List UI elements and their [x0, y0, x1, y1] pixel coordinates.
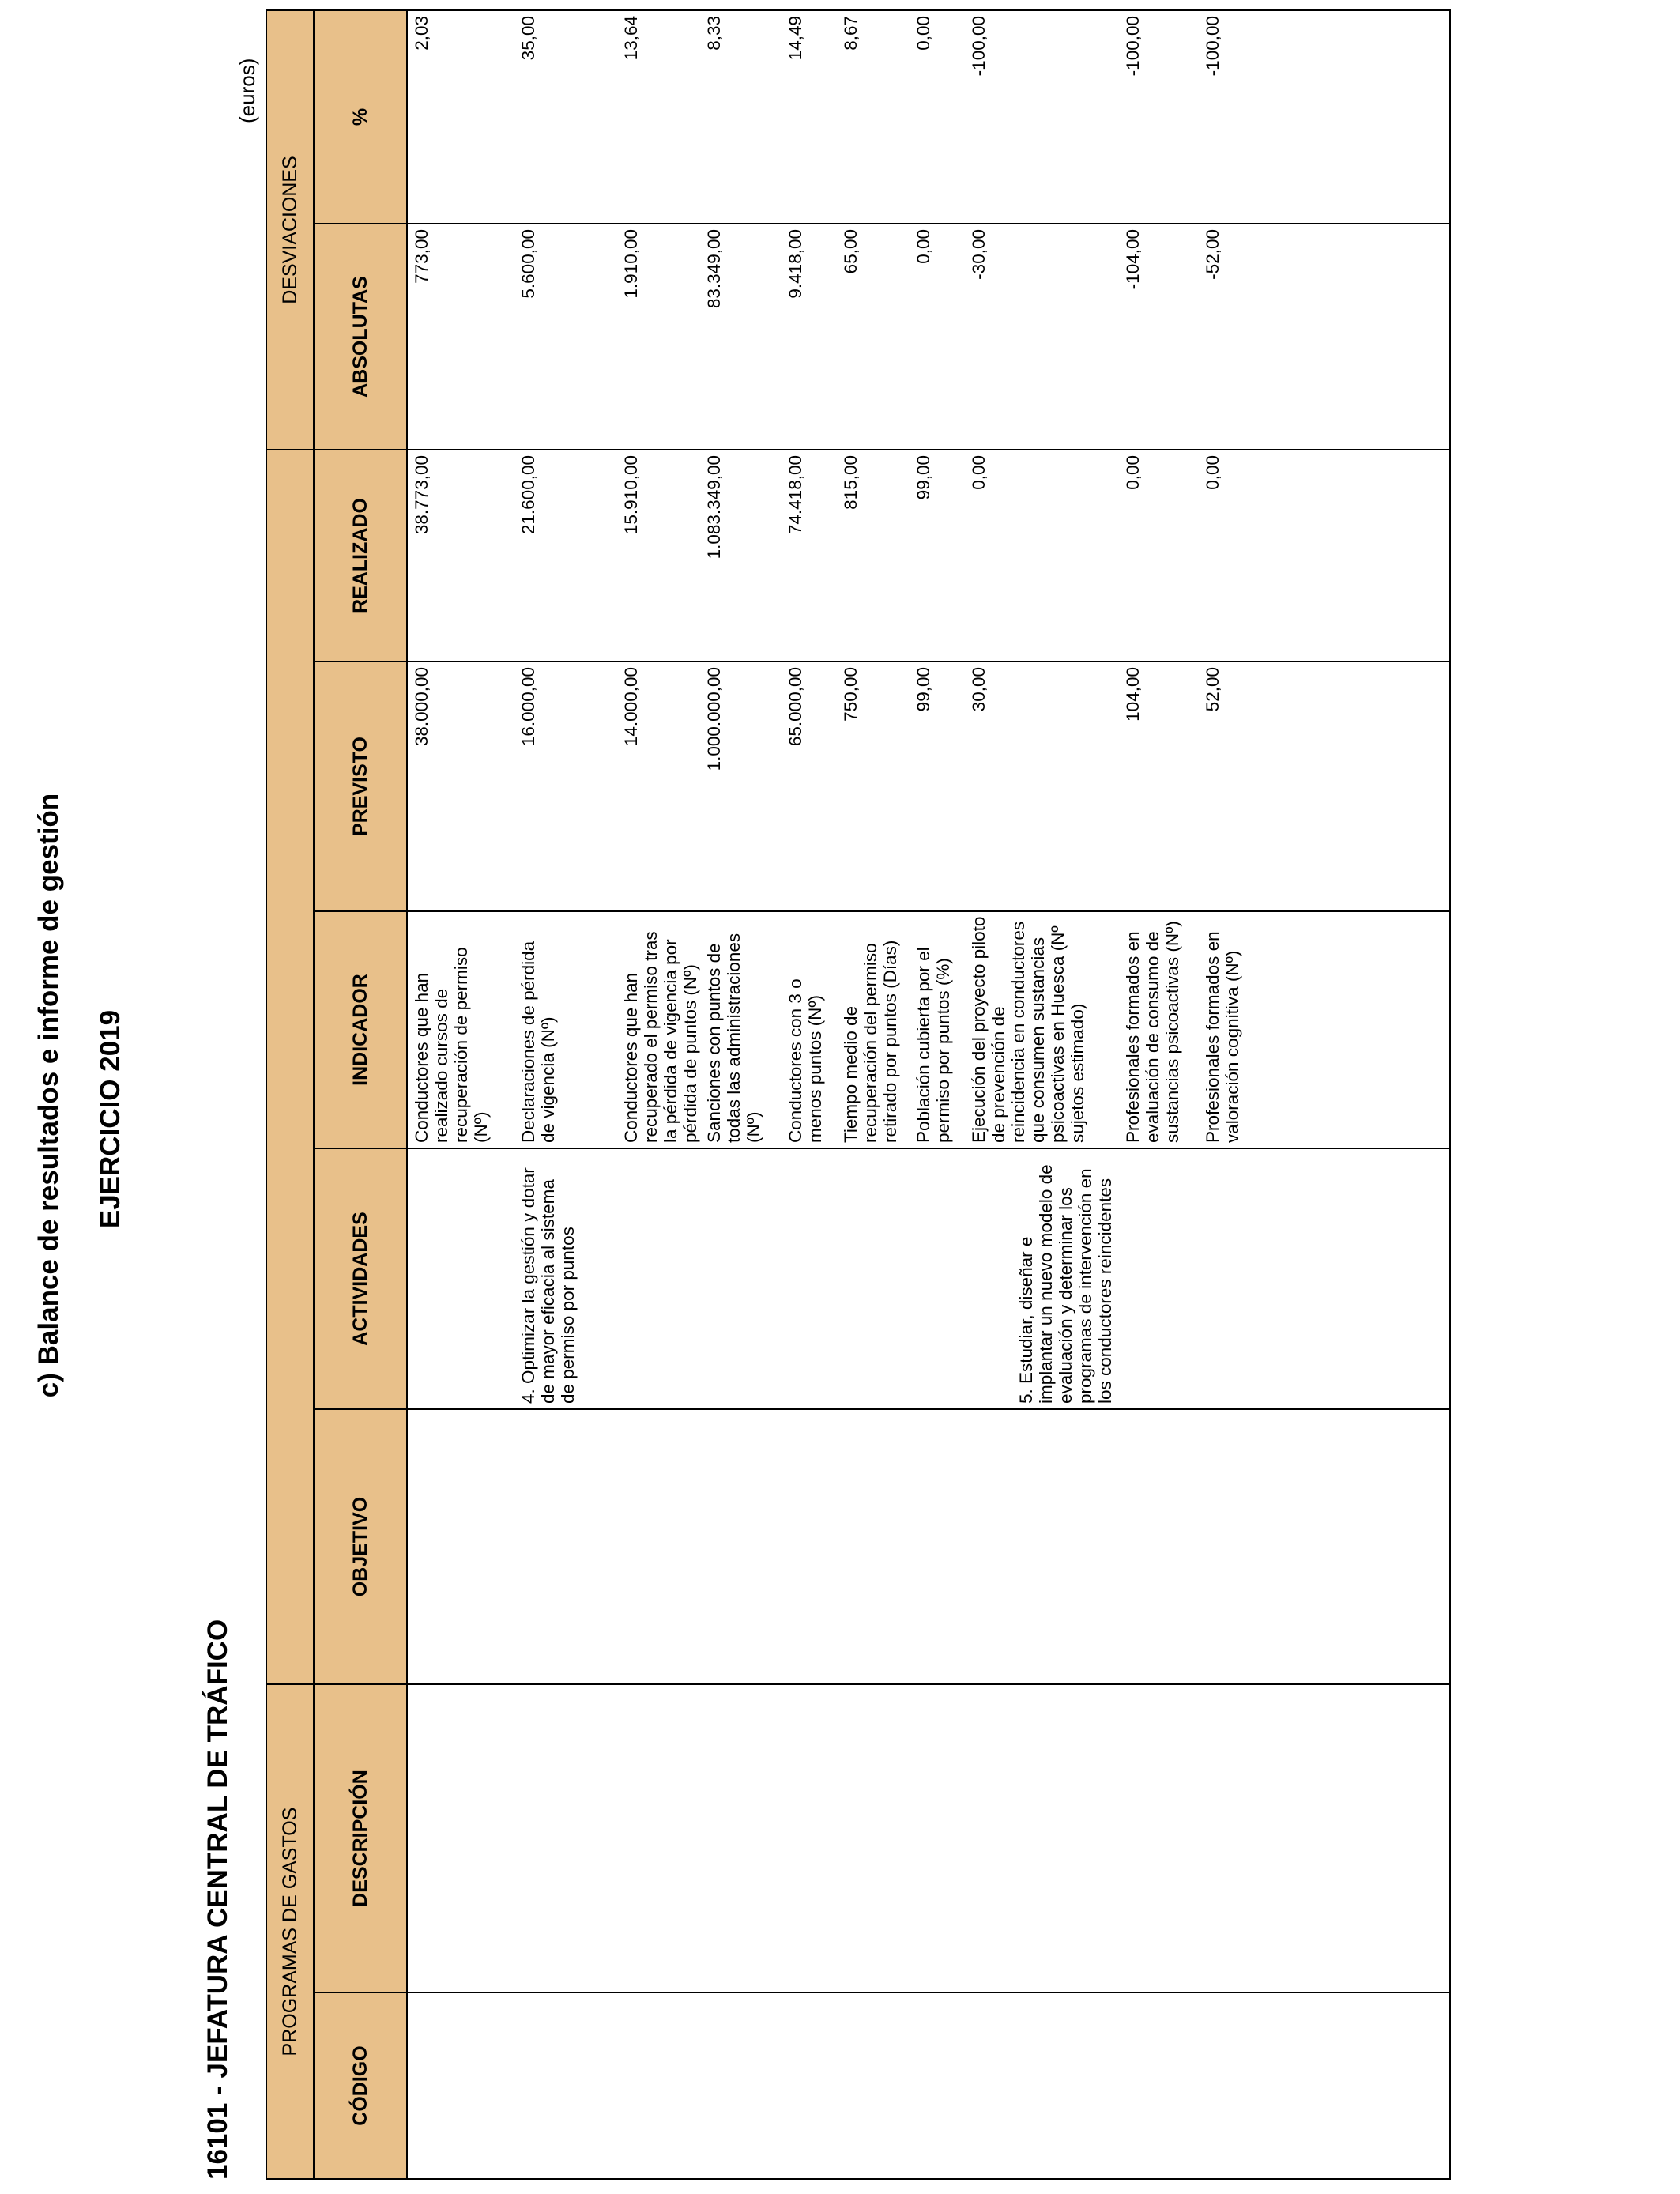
indicator-7: Población cubierta por el permiso por puntos (%)	[913, 947, 953, 1143]
indicator-6: Tiempo medio de recuperación del permiso retirado por puntos (Días)	[841, 940, 900, 1143]
indicator-3: Conductores que han recuperado el permiso tras la pérdida de vigencia por pérdida de puntos (Nº)	[621, 931, 700, 1143]
indicador-group-spacer	[266, 911, 314, 1148]
realizado-group-spacer	[266, 450, 314, 662]
col-realizado: REALIZADO	[314, 450, 407, 662]
previsto-10: 52,00	[1203, 667, 1222, 712]
cell-porcentaje	[407, 10, 1450, 224]
porcentaje-6: 8,67	[841, 16, 861, 51]
table-body-row	[407, 10, 1450, 2179]
previsto-4: 1.000.000,00	[704, 667, 724, 771]
absolutas-7: 0,00	[913, 229, 933, 264]
absolutas-9: -104,00	[1123, 229, 1143, 290]
cell-objetivo	[407, 1409, 1450, 1684]
previsto-6: 750,00	[841, 667, 861, 722]
activity-5: 5. Estudiar, diseñar e implantar un nuevo modelo de evaluación y determinar los programas de intervención en los conductores reincidentes	[1016, 1164, 1115, 1404]
absolutas-5: 9.418,00	[785, 229, 805, 299]
previsto-5: 65.000,00	[785, 667, 805, 747]
absolutas-8: -30,00	[969, 229, 989, 280]
actividades-group-spacer	[266, 1148, 314, 1409]
previsto-9: 104,00	[1123, 667, 1143, 722]
porcentaje-1: 2,03	[412, 16, 431, 51]
realizado-10: 0,00	[1203, 455, 1222, 490]
realizado-9: 0,00	[1123, 455, 1143, 490]
cell-codigo	[407, 1992, 1450, 2179]
porcentaje-8: -100,00	[969, 16, 989, 77]
indicator-8: Ejecución del proyecto piloto de prevención de reincidencia en conductores que consumen sustancias psicoactivas en Huesca (Nº sujetos estimado)	[969, 916, 1087, 1143]
porcentaje-9: -100,00	[1123, 16, 1143, 77]
absolutas-2: 5.600,00	[518, 229, 538, 299]
activity-4: 4. Optimizar la gestión y dotar de mayor eficacia al sistema de permiso por puntos	[518, 1167, 578, 1404]
col-indicador: INDICADOR	[314, 911, 407, 1148]
col-previsto: PREVISTO	[314, 662, 407, 911]
previsto-7: 99,00	[913, 667, 933, 712]
indicator-5: Conductores con 3 o menos puntos (Nº)	[785, 978, 825, 1143]
programas-group-header: PROGRAMAS DE GASTOS	[266, 1684, 314, 2179]
absolutas-4: 83.349,00	[704, 229, 724, 309]
porcentaje-2: 35,00	[518, 16, 538, 61]
porcentaje-5: 14,49	[785, 16, 805, 61]
absolutas-3: 1.910,00	[621, 229, 641, 299]
col-codigo: CÓDIGO	[314, 1992, 407, 2179]
previsto-1: 38.000,00	[412, 667, 431, 747]
cell-actividades	[407, 1148, 1450, 1409]
document-title: c) Balance de resultados e informe de gestión	[33, 793, 64, 1398]
cell-descripcion	[407, 1684, 1450, 1992]
realizado-8: 0,00	[969, 455, 989, 490]
realizado-4: 1.083.349,00	[704, 455, 724, 560]
realizado-6: 815,00	[841, 455, 861, 510]
indicator-1: Conductores que han realizado cursos de recuperación de permiso (Nº)	[412, 947, 491, 1143]
porcentaje-4: 8,33	[704, 16, 724, 51]
realizado-1: 38.773,00	[412, 455, 431, 535]
realizado-7: 99,00	[913, 455, 933, 500]
indicator-4: Sanciones con puntos de todas las administraciones (Nº)	[704, 933, 763, 1143]
cell-realizado	[407, 450, 1450, 662]
realizado-5: 74.418,00	[785, 455, 805, 535]
col-objetivo: OBJETIVO	[314, 1409, 407, 1684]
previsto-3: 14.000,00	[621, 667, 641, 747]
col-actividades: ACTIVIDADES	[314, 1148, 407, 1409]
realizado-2: 21.600,00	[518, 455, 538, 535]
desviaciones-group-header: DESVIACIONES	[266, 10, 314, 450]
previsto-8: 30,00	[969, 667, 989, 712]
previsto-group-spacer	[266, 662, 314, 911]
porcentaje-3: 13,64	[621, 16, 641, 61]
absolutas-6: 65,00	[841, 229, 861, 274]
cell-absolutas	[407, 224, 1450, 450]
document-subtitle: EJERCICIO 2019	[95, 1009, 126, 1229]
program-heading: 16101 - JEFATURA CENTRAL DE TRÁFICO	[202, 1619, 233, 2180]
realizado-3: 15.910,00	[621, 455, 641, 535]
indicator-9: Profesionales formados en evaluación de consumo de sustancias psicoactivas (Nº)	[1123, 921, 1182, 1143]
objetivo-group-spacer	[266, 1409, 314, 1684]
cell-previsto	[407, 662, 1450, 911]
results-table	[266, 9, 1451, 2180]
indicator-10: Profesionales formados en valoración cognitiva (Nº)	[1203, 931, 1242, 1143]
previsto-2: 16.000,00	[518, 667, 538, 747]
absolutas-10: -52,00	[1203, 229, 1222, 280]
absolutas-1: 773,00	[412, 229, 431, 284]
porcentaje-10: -100,00	[1203, 16, 1222, 77]
col-descripcion: DESCRIPCIÓN	[314, 1684, 407, 1992]
col-absolutas: ABSOLUTAS	[314, 224, 407, 450]
units-label: (euros)	[235, 58, 259, 123]
porcentaje-7: 0,00	[913, 16, 933, 51]
cell-indicador	[407, 911, 1450, 1148]
col-porcentaje: %	[314, 10, 407, 224]
indicator-2: Declaraciones de pérdida de vigencia (Nº)	[518, 941, 558, 1143]
